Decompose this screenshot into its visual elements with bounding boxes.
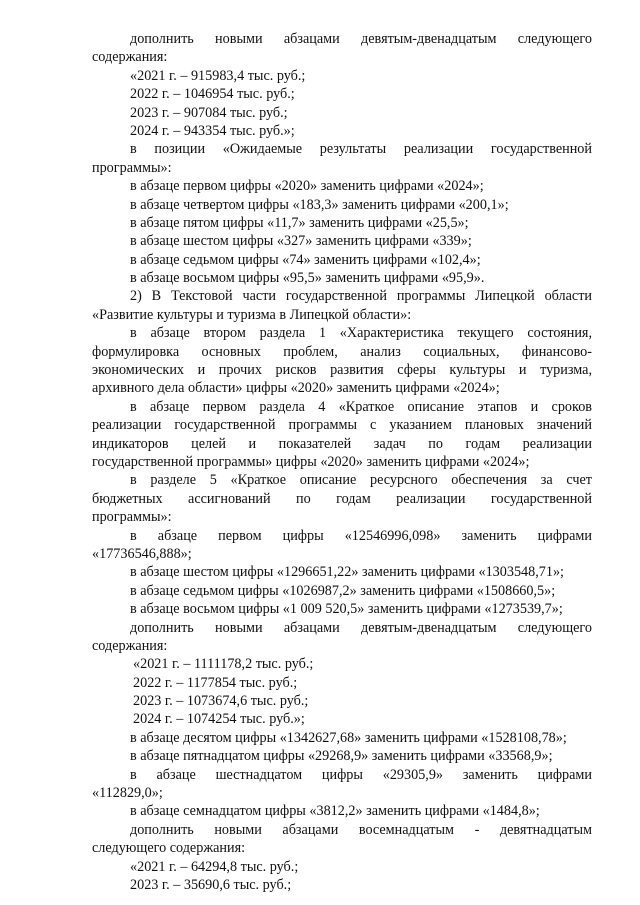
text-line: в абзаце шестом цифры «327» заменить цифрами «339»; (130, 233, 472, 250)
text-line: архивного дела области» цифры «2020» заменить цифрами «2024»; (92, 380, 500, 397)
document-page (92, 30, 592, 894)
text-line: 2023 г. – 35690,6 тыс. руб.; (130, 876, 292, 893)
text-line: «17736546,888»; (92, 545, 192, 562)
text-line: формулировка основных проблем, анализ социальных, финансово- (92, 343, 592, 360)
text-line: дополнить новыми абзацами восемнадцатым - девятнадцатым (130, 821, 592, 838)
text-line: «2021 г. – 1111178,2 тыс. руб.; (133, 656, 314, 673)
text-line: следующего содержания: (92, 840, 246, 857)
text-line: индикаторов целей и показателей задач по годам реализации (92, 435, 592, 452)
text-line: в абзаце пятнадцатом цифры «29268,9» заменить цифрами «33568,9»; (130, 748, 553, 765)
text-line: в абзаце восьмом цифры «95,5» заменить цифрами «95,9». (130, 270, 485, 287)
text-line: в абзаце седьмом цифры «74» заменить цифрами «102,4»; (130, 251, 481, 268)
text-line: в абзаце пятом цифры «11,7» заменить цифрами «25,5»; (130, 214, 469, 231)
text-line: в абзаце восьмом цифры «1 009 520,5» заменить цифрами «1273539,7»; (130, 601, 563, 618)
text-line: программы»: (92, 159, 172, 176)
text-line: 2023 г. – 907084 тыс. руб.; (130, 104, 288, 121)
text-line: в абзаце семнадцатом цифры «3812,2» заменить цифрами «1484,8»; (130, 803, 540, 820)
text-line: в позиции «Ожидаемые результаты реализации государственной (130, 141, 592, 158)
text-line: государственной программы» цифры «2020» заменить цифрами «2024»; (92, 453, 530, 470)
text-line: в абзаце шестнадцатом цифры «29305,9» заменить цифрами (130, 766, 592, 783)
text-line: реализации государственной программы с указанием плановых значений (92, 417, 592, 434)
text-line: 2022 г. – 1177854 тыс. руб.; (133, 674, 298, 691)
text-line: в абзаце седьмом цифры «1026987,2» заменить цифрами «1508660,5»; (130, 582, 556, 599)
text-line: «2021 г. – 64294,8 тыс. руб.; (130, 858, 299, 875)
text-line: «Развитие культуры и туризма в Липецкой области»: (92, 306, 412, 323)
text-line: в абзаце втором раздела 1 «Характеристика текущего состояния, (130, 325, 592, 342)
text-line: в абзаце шестом цифры «1296651,22» заменить цифрами «1303548,71»; (130, 564, 564, 581)
text-line: программы»: (92, 509, 172, 526)
text-line: «112829,0»; (92, 785, 163, 802)
text-line: 2022 г. – 1046954 тыс. руб.; (130, 86, 295, 103)
text-line: в абзаце четвертом цифры «183,3» заменить цифрами «200,1»; (130, 196, 509, 213)
text-line: содержания: (92, 49, 168, 66)
text-line: содержания: (92, 637, 168, 654)
text-line: 2023 г. – 1073674,6 тыс. руб.; (133, 693, 309, 710)
text-line: 2024 г. – 943354 тыс. руб.»; (130, 122, 295, 139)
text-line: бюджетных ассигнований по годам реализации государственной (92, 490, 592, 507)
text-line: экономических и прочих рисков развития сферы культуры и туризма, (92, 362, 592, 379)
text-line: в абзаце первом цифры «2020» заменить цифрами «2024»; (130, 178, 484, 195)
text-line: в разделе 5 «Краткое описание ресурсного обеспечения за счет (130, 472, 592, 489)
text-line: «2021 г. – 915983,4 тыс. руб.; (130, 67, 306, 84)
text-line: дополнить новыми абзацами девятым-двенадцатым следующего (130, 31, 592, 47)
text-line: дополнить новыми абзацами девятым-двенадцатым следующего (130, 619, 592, 636)
text-line: в абзаце первом цифры «12546996,098» заменить цифрами (130, 527, 592, 544)
text-line: в абзаце десятом цифры «1342627,68» заменить цифрами «1528108,78»; (130, 729, 567, 746)
text-line: 2024 г. – 1074254 тыс. руб.»; (133, 711, 305, 728)
text-line: 2) В Текстовой части государственной программы Липецкой области (130, 288, 592, 305)
text-line: в абзаце первом раздела 4 «Краткое описание этапов и сроков (130, 398, 592, 415)
